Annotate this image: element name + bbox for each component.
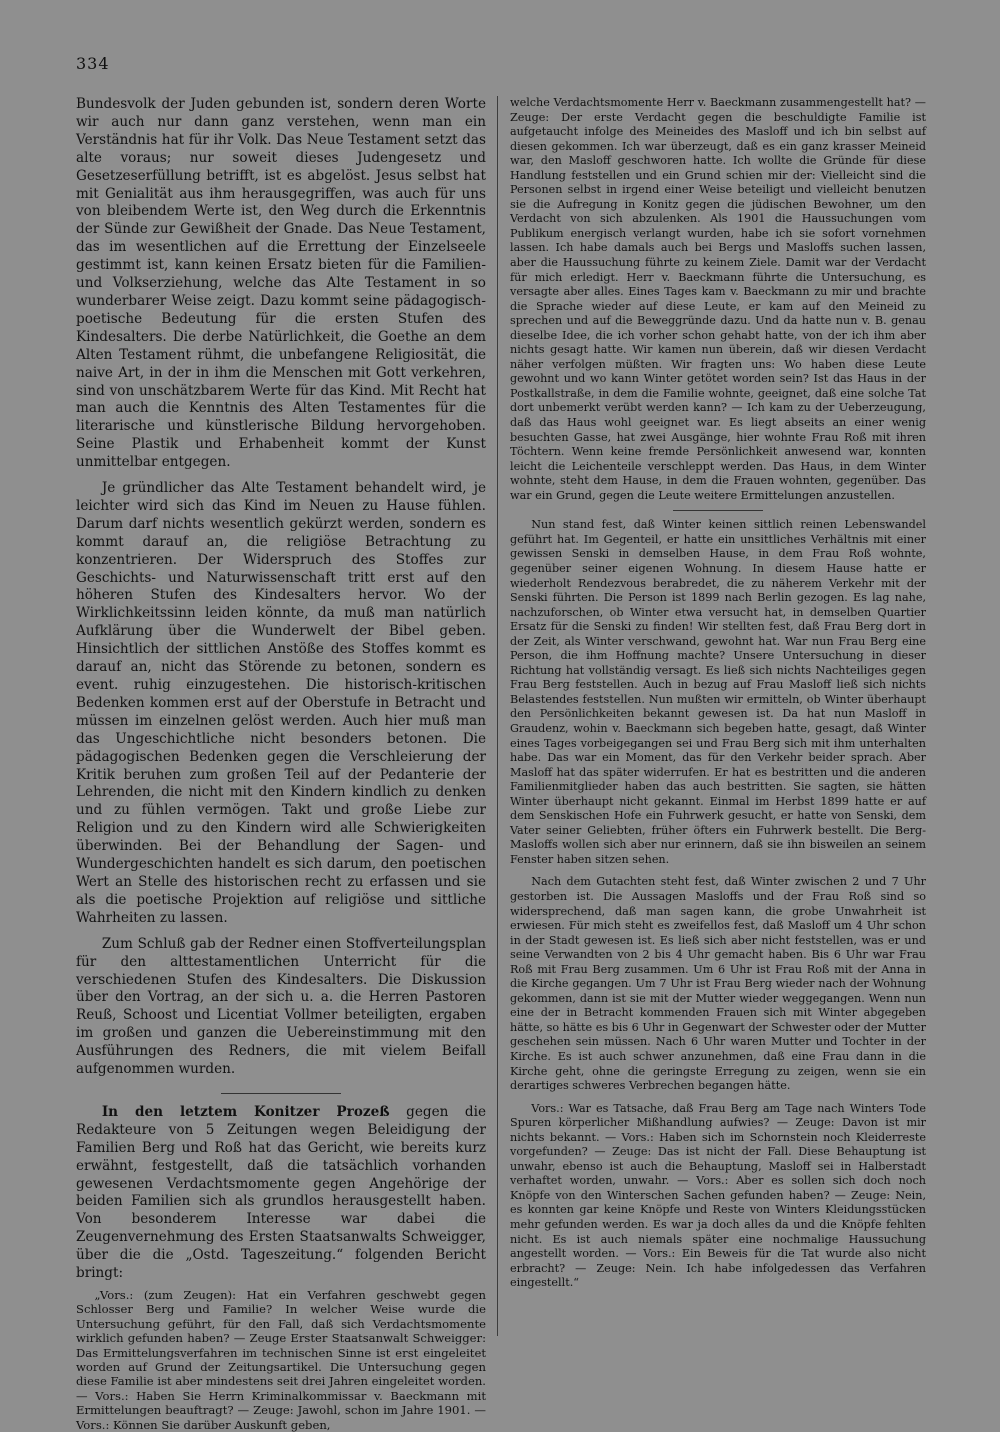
section-divider [221,1093,341,1094]
konitz-intro-text: gegen die Redakteure von 5 Zeitungen wegen Beleidigung der Familien Berg und Roß hat das Gericht, wie bereits kurz erwähnt, festgestellt, daß die tatsächlich vorhanden gewesenen Verdachtsmomente gegen Angehörige der beiden Familien sich als grundlos herausgestellt haben. Von besonderem Interesse war dabei die Zeugenvernehmung des Ersten Staatsanwalts Schweigger, über die die „Ostd. Tageszeitung.“ folgenden Bericht bringt: [76,1103,486,1282]
right-paragraph-4: Vors.: War es Tatsache, daß Frau Berg am Tage nach Winters Tode Spuren körperlicher Mißhandlung aufwies? — Zeuge: Davon ist mir nichts bekannt. — Vors.: Haben sich im Schornstein noch Kleiderreste vorgefunden? — Zeuge: Das ist nicht der Fall. Diese Behauptung ist unwahr, ebenso ist auch die Behauptung, Masloff sei in Halberstadt verhaftet worden, unwahr. — Vors.: Aber es sollen sich doch noch Knöpfe von den Winterschen Sachen gefunden haben? — Zeuge: Nein, es konnten gar keine Knöpfe und Reste von Winters Kleidungsstücken mehr gefunden werden. Es war ja doch alles da und die Knöpfe fehlten nicht. Es ist auch niemals später eine nochmalige Haussuchung angestellt worden. — Vors.: Ein Beweis für die Tat wurde also nicht erbracht? — Zeuge: Nein. Ich habe infolgedessen das Verfahren eingestellt.“ [510,1101,926,1290]
left-paragraph-1: Bundesvolk der Juden gebunden ist, sondern deren Worte wir auch nur dann ganz verstehen, wenn man ein Verständnis hat für ihr Volk. Das Neue Testament setzt das alte voraus; nur soweit dieses Judengesetz und Gesetzeserfüllung betrifft, ist es abgelöst. Jesus selbst hat mit Genialität aus ihm herausgegriffen, was auch für uns von bleibendem Werte ist, den Weg durch die Erkenntnis der Sünde zur Gewißheit der Gnade. Das Neue Testament, das im wesentlichen auf die Errettung der Einzelseele gestimmt ist, kann keinen Ersatz bieten für die Familien- und Volkserziehung, welche das Alte Testament in so wunderbarer Weise zeigt. Dazu kommt seine pädagogisch-poetische Bedeutung für die ersten Stufen des Kindesalters. Die derbe Natürlichkeit, die Goethe an dem Alten Testament rühmt, die unbefangene Religiosität, die naive Art, in der in ihm die Menschen mit Gott verkehren, sind von unschätzbarem Werte für das Kind. Mit Recht hat man auch die Kenntnis des Alten Testamentes für die literarische und künstlerische Bildung hervorgehoben. Seine Plastik und Erhabenheit kommt der Kunst unmittelbar entgegen. [76,96,486,471]
testimony-quote [76,1288,486,1432]
column-divider [497,96,498,1336]
left-paragraph-2: Je gründlicher das Alte Testament behandelt wird, je leichter wird sich das Kind im Neuen zu Hause fühlen. Darum darf nichts wesentlich gekürzt werden, sondern es kommt darauf an, die religiöse Betrachtung zu konzentrieren. Der Widerspruch des Stoffes zur Geschichts- und Naturwissenschaft tritt erst auf den höheren Stufen des Kindesalters hervor. Wo der Wirklichkeitssinn leiden könnte, da muß man natürlich Aufklärung über die Wunderwelt der Bibel geben. Hinsichtlich der sittlichen Anstöße des Stoffes kommt es darauf an, nicht das Störende zu betonen, sondern es event. ruhig einzugestehen. Die historisch-kritischen Bedenken kommen erst auf der Oberstufe in Betracht und müssen im einzelnen gelöst werden. Auch hier muß man das Ungeschichtliche nicht besonders betonen. Die pädagogischen Bedenken gegen die Verschleierung der Kritik beruhen zum großen Teil auf der Pedanterie der Lehrenden, die nicht mit den Kindern kindlich zu denken und zu fühlen vermögen. Takt und große Liebe zur Religion und zu den Kindern wird alle Schwierigkeiten überwinden. Bei der Behandlung der Sagen- und Wundergeschichten handelt es sich darum, den poetischen Wert an Stelle des historischen recht zu erfassen und sie als die poetische Projektion auf religiöse und sittliche Wahrheiten zu lassen. [76,480,486,926]
testimony-quote-text: „Vors.: (zum Zeugen): Hat ein Verfahren geschwebt gegen Schlosser Berg und Familie? In welcher Weise wurde die Untersuchung geführt, für den Fall, daß sich Verdachtsmomente wirklich gefunden haben? — Zeuge Erster Staatsanwalt Schweigger: Das Ermittelungsverfahren im technischen Sinne ist erst eingeleitet worden auf Grund der Zeitungsartikel. Die Untersuchung gegen diese Familie ist aber mindestens seit drei Jahren eingeleitet worden. — Vors.: Haben Sie Herrn Kriminalkommissar v. Baeckmann mit Ermittelungen beauftragt? — Zeuge: Jawohl, schon im Jahre 1901. — Vors.: Können Sie darüber Auskunft geben, [76,1288,486,1432]
page-number: 334 [76,54,110,73]
right-paragraph-3: Nach dem Gutachten steht fest, daß Winter zwischen 2 und 7 Uhr gestorben ist. Die Aussagen Masloffs und der Frau Roß sind so widersprechend, daß man sagen kann, die grobe Unwahrheit ist erwiesen. Für mich steht es zweifellos fest, daß Masloff um 4 Uhr schon in der Stadt gewesen ist. Es ließ sich aber nicht feststellen, was er und seine Verwandten von 2 bis 4 Uhr gemacht haben. Bis 6 Uhr war Frau Roß mit Frau Berg zusammen. Um 6 Uhr ist Frau Roß mit der Anna in die Kirche gegangen. Um 7 Uhr ist Frau Berg wieder nach der Wohnung gekommen, dann ist sie mit der Mutter wieder weggegangen. Wenn nun eine der in Betracht kommenden Frauen sich mit Winter abgegeben hätte, so hätte es bis 6 Uhr in Gegenwart der Schwester oder der Mutter geschehen sein müssen. Nach 6 Uhr waren Mutter und Tochter in der Kirche. Es ist auch schwer anzunehmen, daß eine Frau dann in die Kirche geht, ohne die geringste Erregung zu zeigen, wenn sie ein derartiges schweres Verbrechen begangen hätte. [510,875,926,1093]
right-paragraph-1: welche Verdachtsmomente Herr v. Baeckmann zusammengestellt hat? — Zeuge: Der erste Verdacht gegen die beschuldigte Familie ist aufgetaucht infolge des Meineides des Masloff und ich bin selbst auf diesen gekommen. Ich war überzeugt, daß es ein ganz krasser Meineid war, den Masloff geschworen hatte. Ich wollte die Gründe für diese Handlung feststellen und ein Grund schien mir der: Vielleicht sind die Personen selbst in irgend einer Weise beteiligt und vielleicht benutzen sie die Aufregung in Konitz gegen die jüdischen Bewohner, um den Verdacht von sich abzulenken. Als 1901 die Haussuchungen vom Publikum energisch verlangt wurden, habe ich sie sofort vornehmen lassen. Ich habe damals auch bei Bergs und Masloffs suchen lassen, aber die Haussuchung führte zu keinem Ziele. Damit war der Verdacht für mich erledigt. Herr v. Baeckmann führte die Untersuchung, es versagte aber alles. Eines Tages kam v. Baeckmann zu mir und brachte die Sprache wieder auf diese Leute, er kam auf den Meineid zu sprechen und auf die Beweggründe dazu. Und da hatte nun v. B. genau dieselbe Idee, die ich vorher schon gehabt hatte, von der ich ihm aber nichts gesagt hatte. Wir kamen nun überein, daß wir diesen Verdacht näher verfolgen müßten. Wir fragten uns: Wo haben diese Leute gewohnt und wo kann Winter getötet worden sein? Ist das Haus in der Postkallstraße, in dem die Familie wohnte, geeignet, daß eine solche Tat dort unbemerkt verübt werden kann? — Ich kam zu der Ueberzeugung, daß das Haus wohl geeignet war. Es liegt abseits an einer wenig besuchten Gasse, hat zwei Ausgänge, hier wohnte Frau Roß mit ihren Töchtern. Wenn keine fremde Persönlichkeit anwesend war, konnten leicht die Leichenteile verschleppt werden. Das Haus, in dem Winter wohnte, steht dem Hause, in dem die Frauen wohnten, gegenüber. Das war ein Grund, gegen die Leute weitere Ermittelungen anzustellen. [510,96,926,502]
right-column [510,96,926,1291]
right-paragraph-2: Nun stand fest, daß Winter keinen sittlich reinen Lebenswandel geführt hat. Im Gegenteil, er hatte ein unsittliches Verhältnis mit einer gewissen Senski in demselben Hause, in dem Frau Roß wohnte, gegenüber seiner eigenen Wohnung. In diesem Hause hatte er wiederholt Rendezvous berabredet, die zu näherem Verkehr mit der Senski führten. Die Person ist 1899 nach Berlin gezogen. Es lag nahe, nachzuforschen, ob Winter etwa versucht hat, in demselben Quartier Ersatz für die Senski zu finden! Wir stellten fest, daß Frau Berg dort in der Zeit, als Winter verschwand, gewohnt hat. War nun Frau Berg eine Person, die ihm Hoffnung machte? Unsere Untersuchung in dieser Richtung hat vollständig versagt. Es ließ sich nichts Nachteiliges gegen Frau Berg feststellen. Auch in bezug auf Frau Masloff ließ sich nichts Belastendes feststellen. Nun mußten wir ermitteln, ob Winter überhaupt den Persönlichkeiten bekannt gewesen ist. Da hat nun Masloff in Graudenz, wohin v. Baeckmann sich begeben hatte, gesagt, daß Winter eines Tages vorbeigegangen sei und Frau Berg sich mit ihm unterhalten habe. Das war ein Moment, das für den Verkehr beider sprach. Aber Masloff hat das später widerrufen. Er hat es bestritten und die anderen Familienmitglieder haben das auch bestritten. Sie sagten, sie hätten Winter überhaupt nicht gekannt. Einmal im Herbst 1899 hatte er auf dem Senskischen Hofe ein Fuhrwerk gesucht, er hatte von Senski, dem Vater seiner Geliebten, früher öfters ein Fuhrwerk bestellt. Die Berg-Masloffs wollen sich aber nur erinnern, daß sie ihn bisweilen an seinem Fenster haben sitzen sehen. [510,518,926,866]
paragraph-divider [673,510,763,511]
left-paragraph-3: Zum Schluß gab der Redner einen Stoffverteilungsplan für den alttestamentlichen Unterricht für die verschiedenen Stufen des Kindesalters. Die Diskussion über den Vortrag, an der sich u. a. die Herren Pastoren Reuß, Schoost und Licentiat Vollmer beteiligten, ergaben im großen und ganzen die Uebereinstimmung mit den Ausführungen des Redners, die mit vielem Beifall aufgenommen wurden. [76,935,486,1078]
konitz-headline: In den letztem Konitzer Prozeß [101,1103,390,1120]
konitz-report-intro [76,1104,486,1283]
left-column [76,96,486,1432]
